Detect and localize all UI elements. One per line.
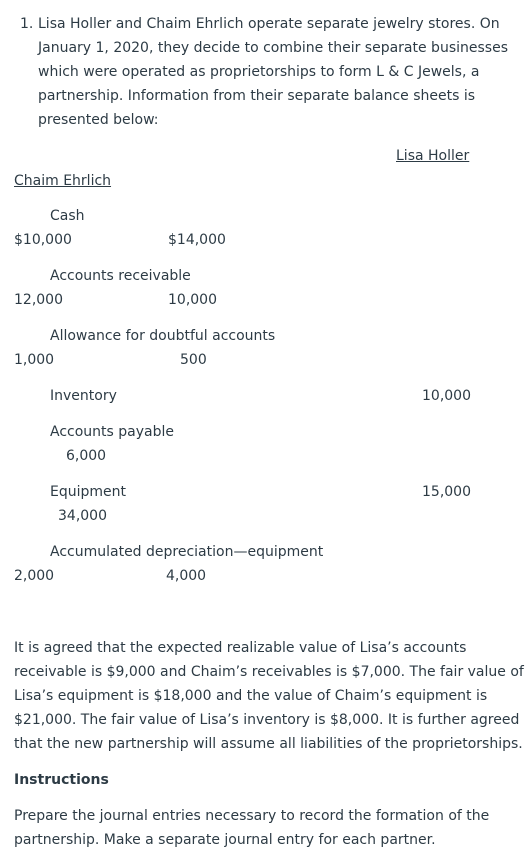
intro-line: partnership. Information from their separate balance sheets is <box>38 88 476 104</box>
paragraph-line: Lisa’s equipment is $18,000 and the value of Chaim’s equipment is <box>14 688 488 704</box>
row-label-accounts-payable: Accounts payable <box>50 424 174 440</box>
cash-value-a: $10,000 <box>14 232 72 248</box>
intro-line: presented below: <box>38 112 159 128</box>
header-chaim-ehrlich: Chaim Ehrlich <box>14 173 112 189</box>
problem-number: 1. <box>20 16 34 32</box>
instructions-heading: Instructions <box>14 772 109 788</box>
accumulated-depreciation-value-b: 4,000 <box>166 568 207 584</box>
row-label-accounts-receivable: Accounts receivable <box>50 268 191 284</box>
allowance-value-b: 500 <box>180 352 207 368</box>
allowance-value-a: 1,000 <box>14 352 55 368</box>
accounts-receivable-value-b: 10,000 <box>168 292 217 308</box>
paragraph-line: It is agreed that the expected realizable value of Lisa’s accounts <box>14 640 467 656</box>
cash-value-b: $14,000 <box>168 232 226 248</box>
row-label-allowance: Allowance for doubtful accounts <box>50 328 276 344</box>
row-label-cash: Cash <box>50 208 85 224</box>
row-label-inventory: Inventory <box>50 388 117 404</box>
intro-line: January 1, 2020, they decide to combine their separate businesses <box>38 40 508 56</box>
instructions-line: partnership. Make a separate journal entry for each partner. <box>14 832 436 848</box>
row-label-equipment: Equipment <box>50 484 126 500</box>
inventory-value-right: 10,000 <box>422 388 471 404</box>
accounts-receivable-value-a: 12,000 <box>14 292 63 308</box>
paragraph-line: receivable is $9,000 and Chaim’s receivables is $7,000. The fair value of <box>14 664 524 680</box>
accounts-payable-value: 6,000 <box>66 448 107 464</box>
intro-line: Lisa Holler and Chaim Ehrlich operate separate jewelry stores. On <box>38 16 500 32</box>
equipment-value: 34,000 <box>58 508 107 524</box>
paragraph-line: $21,000. The fair value of Lisa’s inventory is $8,000. It is further agreed <box>14 712 520 728</box>
instructions-line: Prepare the journal entries necessary to record the formation of the <box>14 808 490 824</box>
accumulated-depreciation-value-a: 2,000 <box>14 568 55 584</box>
equipment-value-right: 15,000 <box>422 484 471 500</box>
intro-line: which were operated as proprietorships to form L & C Jewels, a <box>38 64 480 80</box>
header-lisa-holler: Lisa Holler <box>396 148 470 164</box>
row-label-accumulated-depreciation: Accumulated depreciation—equipment <box>50 544 324 560</box>
paragraph-line: that the new partnership will assume all liabilities of the proprietorships. <box>14 736 523 752</box>
